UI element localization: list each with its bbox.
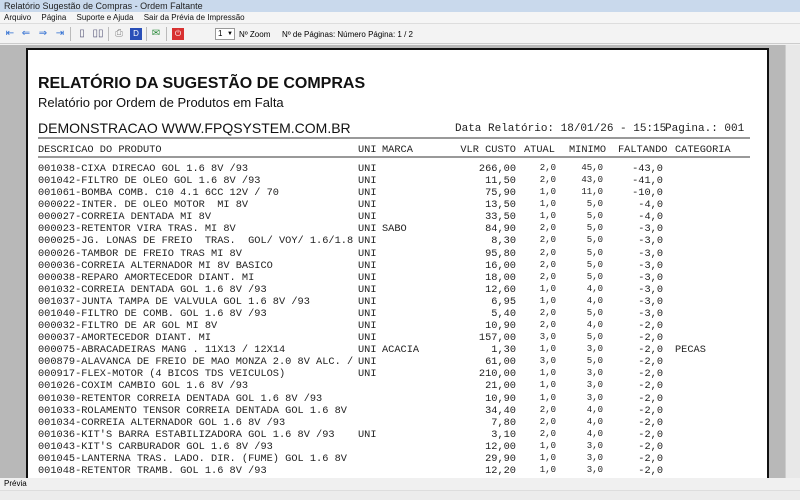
- cell-desc: 001032-CORREIA DENTADA GOL 1.6 8V /93: [38, 283, 267, 296]
- cell-vlr: 12,60: [485, 283, 516, 296]
- cell-atual: 1,0: [539, 283, 556, 294]
- cell-uni: UNI: [358, 271, 377, 284]
- cell-uni: UNI: [358, 211, 377, 224]
- cell-uni: UNI: [358, 307, 377, 320]
- cell-desc: 000879-ALAVANCA DE FREIO DE MAO MONZA 2.0 8V ALC. /: [38, 356, 354, 369]
- table-row: [28, 296, 768, 308]
- cell-vlr: 1,30: [491, 344, 516, 357]
- cell-minimo: 11,0: [581, 187, 603, 198]
- cell-atual: 2,0: [539, 428, 556, 439]
- cell-uni: UNI: [358, 163, 377, 175]
- cell-desc: 000027-CORREIA DENTADA MI 8V: [38, 211, 212, 224]
- cell-desc: 001061-BOMBA COMB. C10 4.1 6CC 12V / 70: [38, 187, 279, 200]
- cell-uni: UNI: [358, 223, 377, 236]
- cell-minimo: 3,0: [586, 452, 603, 463]
- cell-minimo: 43,0: [581, 175, 603, 186]
- cell-desc: 000025-JG. LONAS DE FREIO TRAS. GOL/ VOY/ 1.6/1.8: [38, 235, 354, 248]
- cell-faltando: -3,0: [638, 259, 663, 272]
- status-bar: Prévia: [0, 478, 785, 490]
- cell-minimo: 5,0: [586, 247, 603, 258]
- page-number: Pagina.: 001: [665, 123, 745, 135]
- cell-vlr: 75,90: [485, 187, 516, 200]
- divider: [38, 137, 750, 139]
- cell-marca: SABO: [382, 223, 407, 236]
- prev-page-icon[interactable]: ⇐: [21, 28, 31, 39]
- col-atual: ATUAL: [524, 144, 555, 156]
- zoom-label: Nº Zoom: [239, 30, 271, 39]
- first-page-icon[interactable]: ⇤: [5, 28, 15, 39]
- table-row: [28, 284, 768, 296]
- horizontal-scrollbar[interactable]: [0, 490, 800, 500]
- cell-faltando: -2,0: [638, 368, 663, 381]
- cell-vlr: 5,40: [491, 307, 516, 320]
- cell-faltando: -41,0: [632, 175, 663, 188]
- page-count: Nº de Páginas: Número Página: 1 / 2: [282, 30, 413, 39]
- close-preview-icon[interactable]: ⏻: [172, 28, 184, 40]
- export-icon[interactable]: D: [130, 28, 142, 40]
- cell-vlr: 12,00: [485, 440, 516, 453]
- menu-pagina[interactable]: Página: [41, 13, 67, 22]
- cell-vlr: 11,50: [485, 175, 516, 188]
- cell-atual: 2,0: [539, 259, 556, 270]
- cell-uni: UNI: [358, 259, 377, 272]
- cell-vlr: 12,20: [485, 465, 516, 477]
- cell-marca: ACACIA: [382, 344, 420, 357]
- cell-atual: 1,0: [539, 211, 556, 222]
- menu-sair-previa[interactable]: Sair da Prévia de Impressão: [143, 13, 245, 22]
- cell-minimo: 45,0: [581, 163, 603, 173]
- cell-desc: 001043-KIT'S CARBURADOR GOL 1.6 8V /93: [38, 440, 273, 453]
- table-row: [28, 260, 768, 272]
- table-row: [28, 405, 768, 417]
- cell-desc: 001040-FILTRO DE COMB. GOL 1.6 8V /93: [38, 307, 267, 320]
- cell-vlr: 266,00: [478, 163, 516, 175]
- table-row: [28, 380, 768, 392]
- cell-desc: 001037-JUNTA TAMPA DE VALVULA GOL 1.6 8V /93: [38, 295, 310, 308]
- cell-vlr: 8,30: [491, 235, 516, 248]
- cell-faltando: -3,0: [638, 283, 663, 296]
- table-row: [28, 163, 768, 175]
- table-row: [28, 272, 768, 284]
- menu-arquivo[interactable]: Arquivo: [4, 13, 32, 22]
- cell-vlr: 33,50: [485, 211, 516, 224]
- cell-atual: 1,0: [539, 392, 556, 403]
- cell-faltando: -2,0: [638, 332, 663, 345]
- cell-uni: UNI: [358, 187, 377, 200]
- cell-minimo: 5,0: [586, 356, 603, 367]
- cell-minimo: 5,0: [586, 235, 603, 246]
- table-row: [28, 417, 768, 429]
- cell-vlr: 61,00: [485, 356, 516, 369]
- cell-minimo: 4,0: [586, 428, 603, 439]
- cell-atual: 2,0: [539, 404, 556, 415]
- cell-faltando: -4,0: [638, 211, 663, 224]
- cell-uni: UNI: [358, 175, 377, 188]
- cell-minimo: 4,0: [586, 320, 603, 331]
- cell-faltando: -2,0: [638, 380, 663, 393]
- table-row: [28, 308, 768, 320]
- cell-desc: 000917-FLEX-MOTOR (4 BICOS TDS VEICULOS): [38, 368, 286, 381]
- cell-vlr: 10,90: [485, 392, 516, 405]
- report-page: [26, 48, 769, 478]
- cell-faltando: -2,0: [638, 465, 663, 477]
- cell-minimo: 4,0: [586, 404, 603, 415]
- cell-atual: 1,0: [539, 380, 556, 391]
- divider: [38, 156, 750, 158]
- table-row: [28, 453, 768, 465]
- table-row: [28, 368, 768, 380]
- cell-atual: 2,0: [539, 163, 556, 173]
- cell-atual: 1,0: [539, 452, 556, 463]
- cell-desc: 001045-LANTERNA TRAS. LADO. DIR. (FUME) GOL 1.6 8V: [38, 452, 347, 465]
- cell-faltando: -3,0: [638, 307, 663, 320]
- cell-atual: 1,0: [539, 368, 556, 379]
- col-vlr: VLR CUSTO: [460, 144, 516, 156]
- cell-desc: 000038-REPARO AMORTECEDOR DIANT. MI: [38, 271, 255, 284]
- cell-uni: UNI: [358, 344, 377, 357]
- table-row: [28, 235, 768, 247]
- vertical-scrollbar[interactable]: [785, 45, 800, 478]
- cell-desc: 000023-RETENTOR VIRA TRAS. MI 8V: [38, 223, 236, 236]
- cell-vlr: 10,90: [485, 320, 516, 333]
- cell-faltando: -2,0: [638, 428, 663, 441]
- table-row: [28, 248, 768, 260]
- cell-vlr: 18,00: [485, 271, 516, 284]
- next-page-icon[interactable]: ⇒: [38, 28, 48, 39]
- cell-minimo: 5,0: [586, 271, 603, 282]
- cell-atual: 2,0: [539, 271, 556, 282]
- cell-minimo: 5,0: [586, 223, 603, 234]
- cell-uni: UNI: [358, 283, 377, 296]
- col-faltando: FALTANDO: [618, 144, 668, 156]
- last-page-icon[interactable]: ⇥: [55, 28, 65, 39]
- cell-faltando: -2,0: [638, 356, 663, 369]
- cell-desc: 000022-INTER. DE OLEO MOTOR MI 8V: [38, 199, 249, 212]
- table-row: [28, 211, 768, 223]
- window-title: Relatório Sugestão de Compras - Ordem Faltante: [0, 0, 800, 12]
- cell-faltando: -4,0: [638, 199, 663, 212]
- cell-vlr: 29,90: [485, 452, 516, 465]
- cell-vlr: 21,00: [485, 380, 516, 393]
- cell-minimo: 3,0: [586, 368, 603, 379]
- cell-desc: 000036-CORREIA ALTERNADOR MI 8V BASICO: [38, 259, 273, 272]
- cell-faltando: -2,0: [638, 452, 663, 465]
- table-row: [28, 223, 768, 235]
- table-row: [28, 344, 768, 356]
- report-title: RELATÓRIO DA SUGESTÃO DE COMPRAS: [38, 75, 366, 92]
- cell-desc: 000037-AMORTECEDOR DIANT. MI: [38, 332, 212, 345]
- cell-uni: UNI: [358, 235, 377, 248]
- email-icon[interactable]: ✉: [151, 28, 161, 39]
- cell-minimo: 5,0: [586, 259, 603, 270]
- cell-vlr: 6,95: [491, 295, 516, 308]
- cell-faltando: -2,0: [638, 392, 663, 405]
- cell-atual: 1,0: [539, 199, 556, 210]
- cell-atual: 1,0: [539, 440, 556, 451]
- table-row: [28, 429, 768, 441]
- cell-vlr: 84,90: [485, 223, 516, 236]
- cell-uni: UNI: [358, 428, 377, 441]
- menu-suporte[interactable]: Suporte e Ajuda: [76, 13, 134, 22]
- cell-desc: 001033-ROLAMENTO TENSOR CORREIA DENTADA GOL 1.6 8V: [38, 404, 347, 417]
- cell-atual: 1,0: [539, 295, 556, 306]
- cell-faltando: -2,0: [638, 416, 663, 429]
- cell-minimo: 4,0: [586, 416, 603, 427]
- cell-atual: 2,0: [539, 307, 556, 318]
- cell-atual: 2,0: [539, 223, 556, 234]
- cell-faltando: -2,0: [638, 344, 663, 357]
- table-row: [28, 441, 768, 453]
- cell-uni: UNI: [358, 320, 377, 333]
- cell-desc: 001038-CIXA DIRECAO GOL 1.6 8V /93: [38, 163, 249, 175]
- cell-minimo: 3,0: [586, 440, 603, 451]
- table-row: [28, 320, 768, 332]
- cell-vlr: 157,00: [478, 332, 516, 345]
- cell-minimo: 5,0: [586, 199, 603, 210]
- col-minimo: MINIMO: [569, 144, 607, 156]
- preview-area: [0, 45, 785, 478]
- table-row: [28, 393, 768, 405]
- cell-atual: 1,0: [539, 465, 556, 475]
- two-page-icon[interactable]: ▯▯: [92, 28, 104, 39]
- cell-atual: 2,0: [539, 320, 556, 331]
- table-row: [28, 465, 768, 477]
- cell-minimo: 3,0: [586, 380, 603, 391]
- cell-minimo: 3,0: [586, 392, 603, 403]
- cell-uni: UNI: [358, 199, 377, 212]
- cell-faltando: -3,0: [638, 235, 663, 248]
- cell-desc: 001026-COXIM CAMBIO GOL 1.6 8V /93: [38, 380, 249, 393]
- cell-atual: 3,0: [539, 332, 556, 343]
- cell-vlr: 16,00: [485, 259, 516, 272]
- toolbar: [0, 24, 800, 44]
- cell-desc: 000075-ABRACADEIRAS MANG . 11X13 / 12X14: [38, 344, 286, 357]
- report-subtitle: Relatório por Ordem de Produtos em Falta: [38, 95, 284, 110]
- cell-faltando: -43,0: [632, 163, 663, 175]
- cell-faltando: -10,0: [632, 187, 663, 200]
- cell-vlr: 95,80: [485, 247, 516, 260]
- cell-uni: UNI: [358, 332, 377, 345]
- single-page-icon[interactable]: ▯: [79, 28, 85, 39]
- cell-minimo: 3,0: [586, 465, 603, 475]
- table-row: [28, 187, 768, 199]
- chevron-down-icon: ▼: [227, 31, 233, 37]
- cell-faltando: -2,0: [638, 320, 663, 333]
- cell-uni: UNI: [358, 356, 377, 369]
- table-row: [28, 175, 768, 187]
- zoom-select[interactable]: 1 ▼: [215, 28, 235, 40]
- cell-vlr: 210,00: [478, 368, 516, 381]
- cell-atual: 2,0: [539, 235, 556, 246]
- cell-desc: 001042-FILTRO DE OLEO GOL 1.6 8V /93: [38, 175, 261, 188]
- cell-vlr: 34,40: [485, 404, 516, 417]
- cell-vlr: 3,10: [491, 428, 516, 441]
- cell-uni: UNI: [358, 247, 377, 260]
- cell-atual: 1,0: [539, 344, 556, 355]
- cell-faltando: -2,0: [638, 440, 663, 453]
- cell-minimo: 5,0: [586, 332, 603, 343]
- cell-desc: 000026-TAMBOR DE FREIO TRAS MI 8V: [38, 247, 242, 260]
- cell-atual: 2,0: [539, 416, 556, 427]
- table-row: [28, 356, 768, 368]
- cell-atual: 2,0: [539, 247, 556, 258]
- cell-minimo: 4,0: [586, 295, 603, 306]
- cell-vlr: 13,50: [485, 199, 516, 212]
- print-icon[interactable]: ⎙: [115, 28, 123, 39]
- cell-faltando: -3,0: [638, 223, 663, 236]
- cell-uni: UNI: [358, 368, 377, 381]
- cell-faltando: -2,0: [638, 404, 663, 417]
- cell-desc: 001030-RETENTOR CORREIA DENTADA GOL 1.6 8V /93: [38, 392, 323, 405]
- cell-atual: 3,0: [539, 356, 556, 367]
- menu-bar: [0, 12, 800, 24]
- col-uni: UNI: [358, 144, 377, 156]
- cell-vlr: 7,80: [491, 416, 516, 429]
- cell-desc: 001034-CORREIA ALTERNADOR GOL 1.6 8V /93: [38, 416, 286, 429]
- cell-uni: UNI: [358, 295, 377, 308]
- cell-desc: 001048-RETENTOR TRAMB. GOL 1.6 8V /93: [38, 465, 267, 477]
- cell-desc: 000032-FILTRO DE AR GOL MI 8V: [38, 320, 218, 333]
- table-row: [28, 332, 768, 344]
- cell-minimo: 4,0: [586, 283, 603, 294]
- cell-faltando: -3,0: [638, 271, 663, 284]
- cell-atual: 2,0: [539, 175, 556, 186]
- cell-faltando: -3,0: [638, 295, 663, 308]
- cell-faltando: -3,0: [638, 247, 663, 260]
- cell-minimo: 5,0: [586, 307, 603, 318]
- cell-minimo: 5,0: [586, 211, 603, 222]
- col-marca: MARCA: [382, 144, 413, 156]
- cell-desc: 001036-KIT'S BARRA ESTABILIZADORA GOL 1.6 8V /93: [38, 428, 335, 441]
- report-date: Data Relatório: 18/01/26 - 15:15: [455, 123, 667, 135]
- company-name: DEMONSTRACAO WWW.FPQSYSTEM.COM.BR: [38, 120, 351, 136]
- cell-atual: 1,0: [539, 187, 556, 198]
- col-desc: DESCRICAO DO PRODUTO: [38, 144, 162, 156]
- table-header: [28, 144, 768, 156]
- table-row: [28, 199, 768, 211]
- col-categoria: CATEGORIA: [675, 144, 731, 156]
- cell-categoria: PECAS: [675, 344, 706, 357]
- cell-minimo: 3,0: [586, 344, 603, 355]
